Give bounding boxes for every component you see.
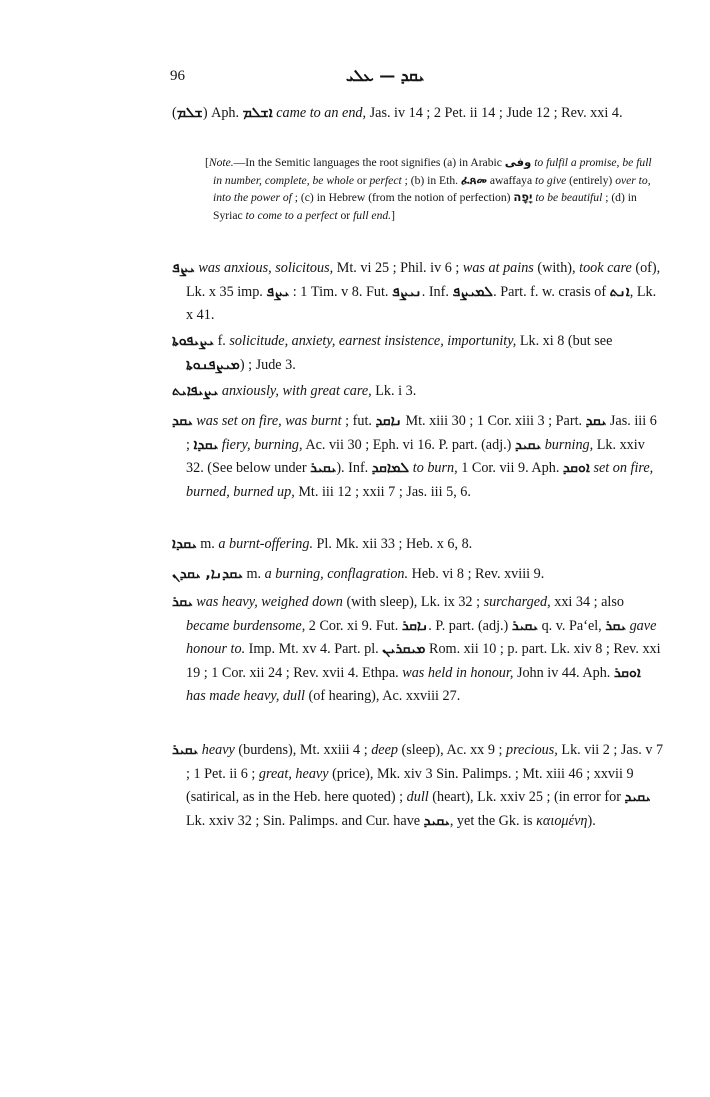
entry-text: ; (c) in Hebrew (from the notion of perfection) bbox=[291, 191, 514, 204]
entry-text: 2 Cor. xi 9. Fut. bbox=[305, 617, 402, 634]
entry-text: Lk. xxiv 32. (See below under bbox=[186, 436, 645, 476]
gloss-text: gave honour to. bbox=[186, 617, 657, 657]
entry-anxiously bbox=[172, 380, 664, 404]
gloss-text: to be beautiful bbox=[532, 191, 603, 204]
entry-was-set-on-fire bbox=[172, 410, 664, 504]
gloss-text: precious, bbox=[505, 742, 558, 758]
gloss-text: fiery, burning, bbox=[218, 436, 303, 453]
syriac-headword: ܝܩܪ bbox=[172, 594, 193, 610]
syriac-headword: ܝܩܕ bbox=[585, 413, 607, 429]
entry-text: (burdens), Mt. xxiii 4 ; bbox=[234, 742, 372, 758]
gloss-text: deep bbox=[371, 742, 398, 758]
entry-text: ] bbox=[391, 208, 395, 222]
syriac-headword: ܠܡܐܩܕ bbox=[371, 460, 410, 476]
gloss-text: was held in honour, bbox=[402, 664, 514, 681]
running-title: ܝܩܕ — ܥܠܝ bbox=[345, 66, 425, 85]
syriac-headword: ܝܩܝܕ bbox=[514, 436, 542, 453]
entry-text: 1 Cor. vii 9. Aph. bbox=[457, 460, 563, 476]
entry-text: Mt. iii 12 ; xxii 7 ; Jas. iii 5, 6. bbox=[294, 483, 471, 500]
syriac-headword: ܝܩܝܪ bbox=[511, 617, 539, 634]
entry-text: Lk. xi 8 (but see bbox=[516, 333, 613, 349]
syriac-headword: ܝܨܦ bbox=[266, 283, 290, 300]
syriac-headword: ܝܩܝܕ bbox=[624, 789, 651, 805]
entry-text: : 1 Tim. v 8. Fut. bbox=[289, 283, 392, 300]
entry-text: m. bbox=[196, 536, 219, 552]
entry-text: or bbox=[337, 208, 354, 222]
syriac-headword: יָפָה bbox=[513, 190, 533, 204]
entry-text: m. bbox=[242, 566, 265, 582]
entry-text: . P. part. (adj.) bbox=[428, 617, 512, 634]
entry-text: ) Aph. bbox=[202, 105, 243, 121]
entry-text: (sleep), Ac. xx 9 ; bbox=[398, 742, 506, 758]
gloss-text: heavy bbox=[198, 742, 235, 758]
syriac-headword: ܫܠܡ bbox=[176, 105, 203, 121]
entry-text: ; (b) in Eth. bbox=[401, 173, 461, 187]
entry-text: Lk. i 3. bbox=[371, 383, 417, 399]
gloss-text: was set on fire, was burnt bbox=[192, 413, 342, 429]
entry-text: [ bbox=[205, 156, 209, 169]
entry-text: Imp. Mt. xv 4. Part. pl. bbox=[245, 641, 383, 657]
gloss-text: dull bbox=[406, 789, 429, 805]
entry-was-anxious bbox=[172, 257, 664, 328]
gloss-text: great, heavy bbox=[258, 765, 329, 782]
entry-text: , yet the Gk. is bbox=[449, 812, 537, 829]
entry-text: (entirely) bbox=[566, 173, 616, 187]
syriac-headword: ܐܫܠܡ bbox=[242, 105, 273, 121]
syriac-headword: ܡܝܨܦܢܘܬܐ bbox=[186, 356, 240, 373]
syriac-headword: ܐܘܩܪ bbox=[613, 664, 641, 681]
gloss-text: was heavy, weighed down bbox=[192, 594, 343, 610]
gloss-text: a burning, conflagration. bbox=[264, 566, 409, 582]
entry-text: , Lk. x 41. bbox=[186, 283, 657, 323]
syriac-headword: ܐܢܬ bbox=[609, 283, 630, 300]
gloss-text: set on fire, burned, burned up, bbox=[186, 460, 654, 500]
gloss-text: Note. bbox=[208, 156, 234, 169]
syriac-headword: ܝܩܕܐ bbox=[172, 536, 197, 552]
syriac-headword: ܝܩܝܕ bbox=[423, 812, 450, 829]
entry-text: (with), bbox=[533, 260, 580, 276]
entry-text: f. bbox=[214, 333, 230, 349]
gloss-text: came to an end, bbox=[272, 105, 367, 121]
syriac-headword: ܠܡܝܨܦ bbox=[452, 283, 494, 300]
gloss-text: anxiously, with great care, bbox=[218, 383, 372, 399]
syriac-headword: ܝܩܕܐ bbox=[193, 436, 219, 453]
entry-text: ; (d) in Syriac bbox=[213, 191, 637, 222]
entry-text: awaffaya bbox=[486, 173, 536, 187]
entry-text: (of), Lk. x 35 imp. bbox=[186, 260, 661, 300]
entry-shlm-aphel bbox=[172, 102, 664, 126]
gloss-text: was at pains bbox=[462, 260, 534, 276]
entry-text: (heart), Lk. xxiv 25 ; (in error for bbox=[428, 789, 625, 805]
gloss-text: to fulfil a promise, be full in number, complete, be whole bbox=[213, 156, 652, 187]
etymology-note bbox=[205, 154, 653, 224]
syriac-headword: ܝܨܝܦܘܬܐ bbox=[172, 333, 215, 349]
entry-text: (price), Mk. xiv 3 Sin. Palimps. ; Mt. xiii 46 ; xxvii 9 (satirical, as in the Heb. here quoted) ; bbox=[186, 765, 634, 805]
syriac-headword: ܝܩܕ bbox=[172, 413, 193, 429]
syriac-headword: ܝܨܦ bbox=[172, 260, 195, 276]
page-number: 96 bbox=[170, 68, 185, 84]
gloss-text: took care bbox=[579, 260, 632, 276]
entry-text: Mt. vi 25 ; Phil. iv 6 ; bbox=[333, 260, 463, 276]
syriac-headword: ܝܩܕܢܐ, ܝܩܕܢ bbox=[172, 566, 243, 582]
syriac-headword: ፈጸመ bbox=[460, 172, 487, 187]
syriac-headword: ܡܝܩܪܝܢ bbox=[382, 641, 426, 657]
gloss-text: a burnt-offering. bbox=[218, 536, 313, 552]
syriac-headword: ܢܐܩܪ bbox=[401, 617, 429, 634]
syriac-headword: ܝܩܝܪ bbox=[172, 742, 199, 758]
entry-burnt-offering bbox=[172, 533, 664, 557]
gloss-text: was anxious, solicitous, bbox=[194, 260, 334, 276]
entry-heavy bbox=[172, 739, 664, 833]
entry-text: Lk. vii 2 ; Jas. v 7 ; 1 Pet. ii 6 ; bbox=[186, 742, 664, 782]
entry-solicitude bbox=[172, 330, 664, 377]
gloss-text: full end. bbox=[353, 208, 392, 222]
entry-text: Mt. xiii 30 ; 1 Cor. xiii 3 ; Part. bbox=[401, 413, 586, 429]
gloss-text: perfect bbox=[369, 173, 402, 187]
entry-text: ; fut. bbox=[341, 413, 376, 429]
entry-text: (of hearing), Ac. xxviii 27. bbox=[305, 688, 461, 704]
syriac-headword: ܢܐܩܕ bbox=[375, 413, 402, 429]
entry-text: ). bbox=[587, 812, 596, 829]
syriac-headword: ܝܩܪ bbox=[605, 617, 627, 634]
gloss-text: surcharged, bbox=[483, 594, 551, 610]
entry-text: (with sleep), Lk. ix 32 ; bbox=[342, 594, 484, 610]
gloss-text: to give bbox=[535, 173, 567, 187]
gloss-text: burning, bbox=[541, 436, 594, 453]
entry-was-heavy bbox=[172, 591, 664, 709]
entry-burning-conflagration bbox=[172, 563, 664, 587]
gloss-text: solicitude, anxiety, earnest insistence, importunity, bbox=[229, 333, 517, 349]
syriac-headword: ܝܨܝܦܐܝܬ bbox=[172, 383, 219, 399]
gloss-text: over to, into the power of bbox=[213, 173, 651, 204]
gloss-text: to burn, bbox=[409, 460, 458, 476]
entry-text: . Inf. bbox=[421, 283, 453, 300]
syriac-headword: وفى bbox=[504, 155, 532, 169]
entry-text: John iv 44. Aph. bbox=[513, 664, 614, 681]
entry-text: ) ; Jude 3. bbox=[239, 356, 296, 373]
entry-text: —In the Semitic languages the root signifies (a) in Arabic bbox=[233, 156, 505, 169]
entry-text: Jas. iv 14 ; 2 Pet. ii 14 ; Jude 12 ; Rev. xxi 4. bbox=[366, 105, 623, 121]
syriac-headword: ܐܘܩܕ bbox=[562, 460, 590, 476]
syriac-headword: ܢܝܨܦ bbox=[392, 283, 422, 300]
entry-text: Pl. Mk. xii 33 ; Heb. x 6, 8. bbox=[313, 536, 473, 552]
entry-text: q. v. Pa‘el, bbox=[538, 617, 606, 634]
entry-text: . Part. f. w. crasis of bbox=[493, 283, 610, 300]
entry-text: Jas. iii 6 ; bbox=[186, 413, 657, 453]
syriac-headword: ܝܩܝܪ bbox=[310, 460, 337, 476]
entry-text: xxi 34 ; also bbox=[550, 594, 624, 610]
entry-text: or bbox=[354, 173, 370, 187]
entry-text: Rom. xii 10 ; p. part. Lk. xiv 8 ; Rev. xxi 19 ; 1 Cor. xii 24 ; Rev. xvii 4. Ethpa. bbox=[186, 641, 661, 681]
gloss-text: to come to a perfect bbox=[245, 208, 338, 222]
gloss-text: καιομένη bbox=[536, 812, 588, 829]
entry-text: Ac. vii 30 ; Eph. vi 16. P. part. (adj.) bbox=[302, 436, 515, 453]
entry-text: Lk. xxiv 32 ; Sin. Palimps. and Cur. have bbox=[186, 812, 424, 829]
entry-text: ( bbox=[172, 105, 177, 121]
entry-text: ). Inf. bbox=[336, 460, 372, 476]
entry-text: Heb. vi 8 ; Rev. xviii 9. bbox=[408, 566, 545, 582]
gloss-text: has made heavy, dull bbox=[186, 688, 305, 704]
gloss-text: became burdensome, bbox=[186, 617, 306, 634]
